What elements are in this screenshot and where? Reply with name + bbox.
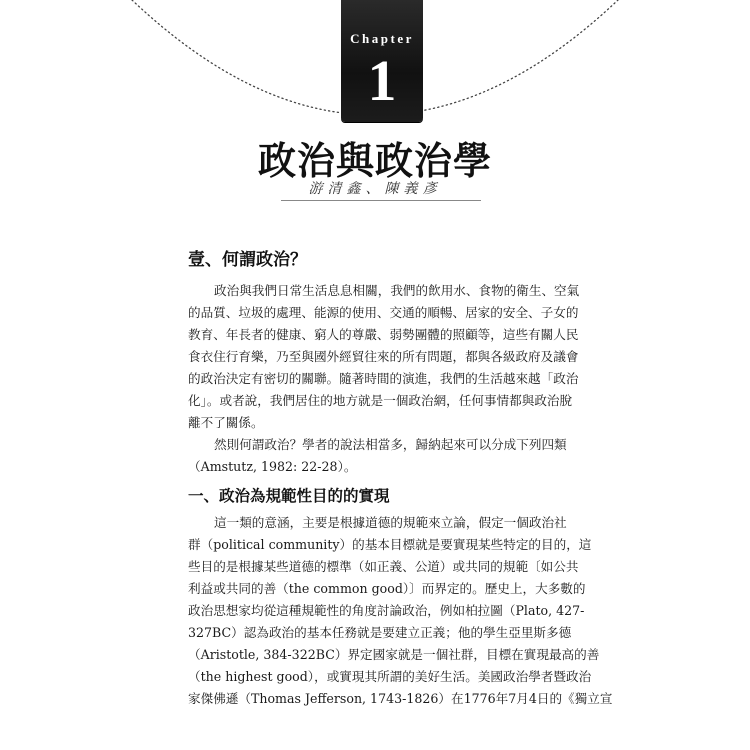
section2-paragraph1 [188,512,613,710]
section-heading-1: 壹、何謂政治？ [188,250,307,270]
text-line: 的政治決定有密切的關聯。隨著時間的演進，我們的生活越來越「政治 [188,371,579,386]
section-heading-2: 一、政治為規範性目的的實現 [188,487,390,505]
text-line: 327BC）認為政治的基本任務就是要建立正義；他的學生亞里斯多德 [188,625,572,640]
text-line: 家傑佛遜（Thomas Jefferson, 1743-1826）在1776年7月4日的《獨立宣 [188,691,613,706]
chapter-title: 政治與政治學 [257,138,492,183]
text-line: （Aristotle, 384-322BC）界定國家就是一個社群，目標在實現最高的善 [188,647,600,662]
text-line: 政治與我們日常生活息息相關，我們的飲用水、食物的衛生、空氣 [214,283,580,298]
text-line: 群（political community）的基本目標就是要實現某些特定的目的，這 [188,537,592,552]
text-line: （Amstutz, 1982: 22-28）。 [188,459,357,474]
section1-paragraph1 [188,280,580,434]
text-line: （the highest good），或實現其所謂的美好生活。美國政治學者暨政治 [188,669,592,684]
chapter-label: Chapter [350,31,414,46]
text-line: 些目的是根據某些道德的標準（如正義、公道）或共同的規範〔如公共 [188,559,579,574]
text-line: 食衣住行育樂，乃至與國外經貿往來的所有問題，都與各級政府及議會 [188,349,579,364]
chapter-number: 1 [367,48,397,113]
authors: 游清鑫、陳義彥 [308,181,442,197]
text-line: 然則何謂政治？學者的說法相當多，歸納起來可以分成下列四類 [214,437,567,452]
text-line: 利益或共同的善（the common good）〕而界定的。歷史上，大多數的 [188,581,586,596]
text-line: 政治思想家均從這種規範性的角度討論政治，例如柏拉圖（Plato, 427- [188,603,585,618]
text-line: 化」。或者說，我們居住的地方就是一個政治網，任何事情都與政治脫 [188,393,573,408]
text-line: 離不了關係。 [188,415,264,430]
text-line: 教育、年長者的健康、窮人的尊嚴、弱勢團體的照顧等，這些有關人民 [188,327,579,342]
text-line: 的品質、垃圾的處理、能源的使用、交通的順暢、居家的安全、子女的 [188,305,579,320]
text-line: 這一類的意涵，主要是根據道德的規範來立論，假定一個政治社 [214,515,567,530]
chapter-tab [341,0,423,122]
author-divider [281,200,481,201]
section1-paragraph2 [188,434,567,478]
